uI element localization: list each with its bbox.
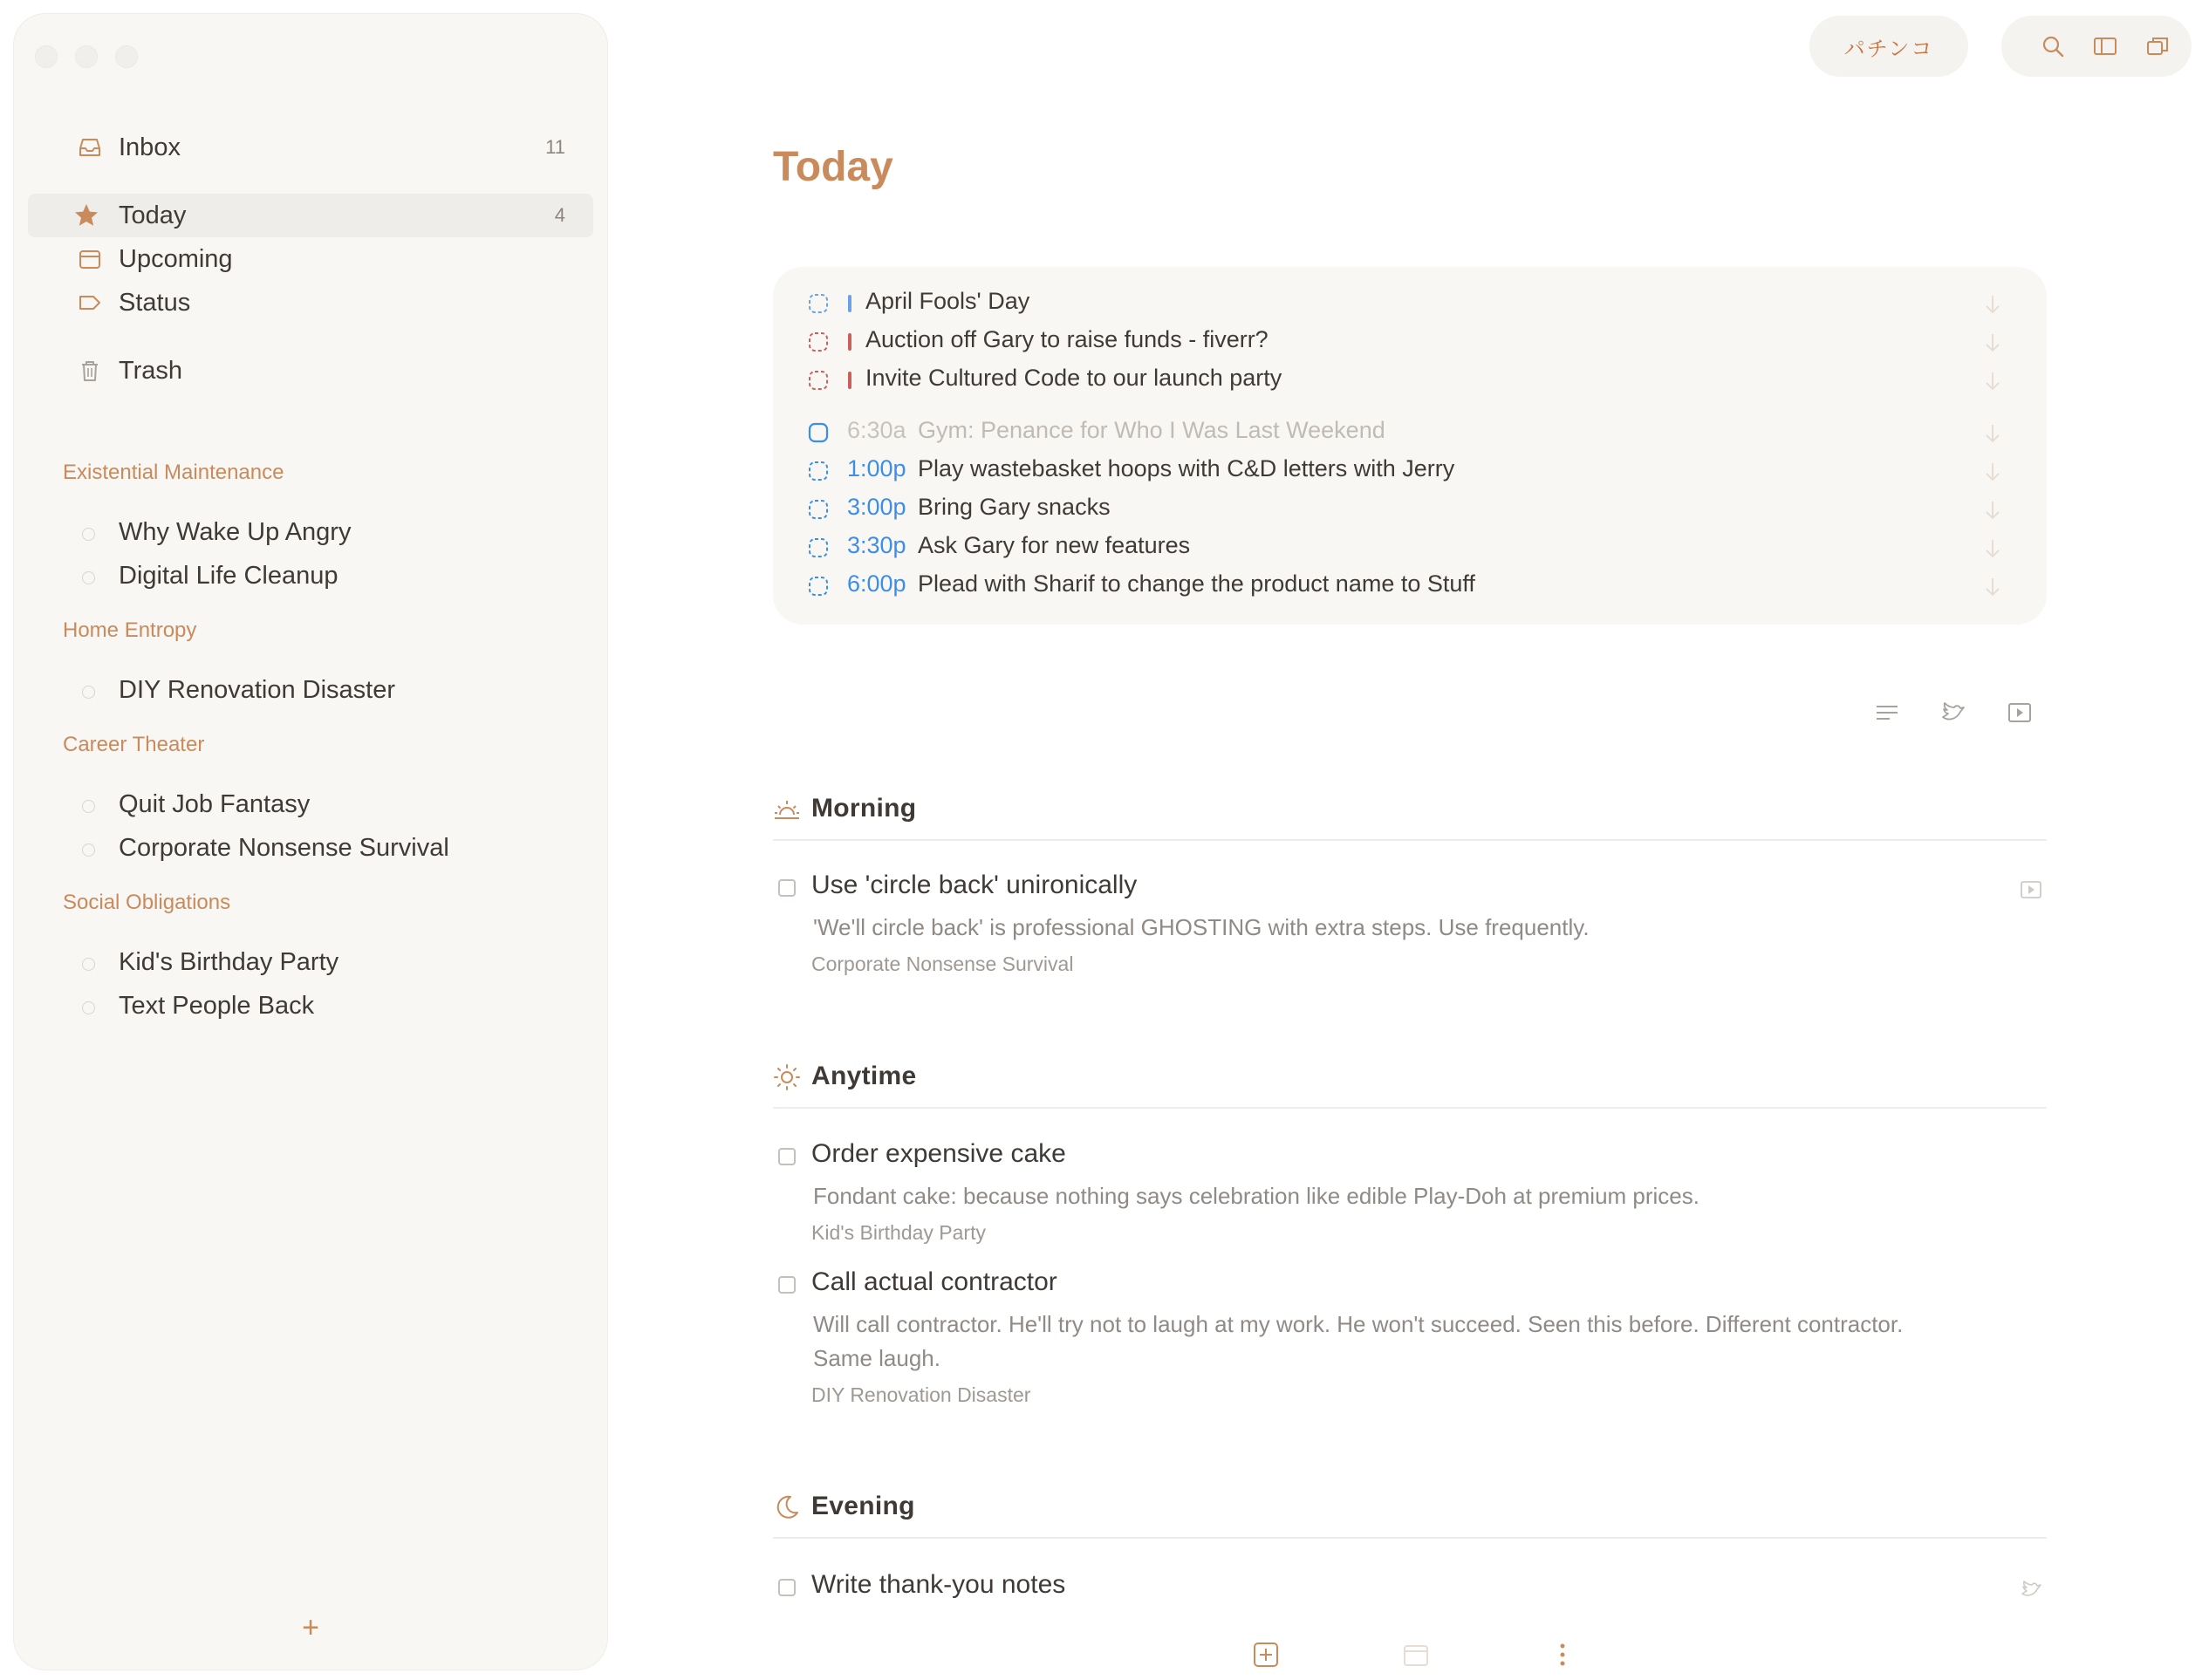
- calendar-icon: [77, 246, 103, 272]
- todo-title: Use 'circle back' unironically: [811, 871, 1138, 899]
- event-time: 6:30a: [847, 417, 906, 443]
- sidebar-item-label: Today: [119, 201, 187, 229]
- todo-notes: Same laugh.: [813, 1345, 940, 1371]
- inbox-count: 11: [545, 136, 565, 158]
- project-label: Quit Job Fantasy: [119, 790, 311, 818]
- todo-checkbox[interactable]: [778, 1579, 796, 1596]
- close-window-button[interactable]: [35, 45, 58, 68]
- sidebar-project-quit-job-fantasy[interactable]: [63, 785, 586, 825]
- schedule-icon[interactable]: [1401, 1640, 1431, 1670]
- project-label: Why Wake Up Angry: [119, 518, 352, 546]
- sidebar-item-inbox[interactable]: [28, 126, 593, 169]
- toolbar-pill: [2001, 16, 2192, 77]
- sidebar-item-status[interactable]: [28, 281, 593, 324]
- tag-filter-pill[interactable]: パチンコ: [1809, 16, 1968, 77]
- todo-notes: Will call contractor. He'll try not to laugh at my work. He won't succeed. Seen this before. Different contractor.: [813, 1311, 1904, 1337]
- sidebar-item-today[interactable]: [28, 194, 593, 237]
- arrow-down-icon[interactable]: [1982, 422, 2003, 445]
- todo-title: Write thank-you notes: [811, 1570, 1066, 1599]
- play-icon[interactable]: [2019, 878, 2043, 902]
- section-header-anytime: [773, 1055, 2047, 1109]
- todo-title: Order expensive cake: [811, 1139, 1066, 1168]
- calendar-color-bar: [848, 372, 851, 389]
- timed-event[interactable]: [808, 530, 2029, 565]
- event-checkbox-icon[interactable]: [808, 499, 829, 520]
- page-title: Today: [773, 144, 893, 190]
- timed-event[interactable]: [808, 454, 2029, 488]
- zoom-window-button[interactable]: [115, 45, 138, 68]
- sun-icon: [773, 1063, 801, 1091]
- todo-item[interactable]: [773, 871, 2047, 984]
- event-title: Plead with Sharif to change the product name to Stuff: [918, 570, 1475, 597]
- project-progress-icon: [82, 958, 95, 971]
- event-title: Gym: Penance for Who I Was Last Weekend: [918, 417, 1385, 443]
- window-icon[interactable]: [2144, 33, 2171, 59]
- arrow-down-icon[interactable]: [1982, 461, 2003, 483]
- event-time: 3:30p: [847, 532, 906, 558]
- project-progress-icon: [82, 686, 95, 699]
- event-title: Play wastebasket hoops with C&D letters with Jerry: [918, 455, 1455, 481]
- todo-project[interactable]: Corporate Nonsense Survival: [811, 953, 1074, 975]
- project-label: Corporate Nonsense Survival: [119, 834, 449, 862]
- sidebar-item-label: Status: [119, 288, 191, 317]
- area-heading[interactable]: Home Entropy: [63, 618, 197, 642]
- project-progress-icon: [82, 571, 95, 584]
- sidebar-project-text-people-back[interactable]: [63, 987, 586, 1027]
- calendar-events-box: [773, 267, 2047, 625]
- arrow-down-icon[interactable]: [1982, 331, 2003, 354]
- sidebar-item-label: Trash: [119, 356, 183, 385]
- todo-project[interactable]: Kid's Birthday Party: [811, 1221, 986, 1244]
- project-progress-icon: [82, 800, 95, 813]
- event-checkbox-icon[interactable]: [808, 370, 829, 391]
- arrow-down-icon[interactable]: [1982, 576, 2003, 598]
- todo-title: Call actual contractor: [811, 1267, 1057, 1296]
- todo-notes: Fondant cake: because nothing says celebration like edible Play-Doh at premium prices.: [813, 1183, 1699, 1209]
- sidebar-item-upcoming[interactable]: [28, 237, 593, 281]
- play-icon[interactable]: [2005, 698, 2034, 727]
- area-heading[interactable]: Existential Maintenance: [63, 461, 284, 484]
- event-checkbox-icon[interactable]: [808, 422, 829, 443]
- search-icon[interactable]: [2040, 33, 2066, 59]
- sidebar-item-label: Upcoming: [119, 244, 233, 273]
- todo-item[interactable]: [773, 1267, 2047, 1424]
- section-header-morning: [773, 787, 2047, 841]
- area-heading[interactable]: Social Obligations: [63, 891, 231, 914]
- event-time: 6:00p: [847, 570, 906, 597]
- project-label: Digital Life Cleanup: [119, 562, 339, 590]
- event-checkbox-icon[interactable]: [808, 293, 829, 314]
- new-list-button[interactable]: +: [302, 1611, 319, 1644]
- event-title: April Fools' Day: [865, 288, 1030, 314]
- sidebar-project-kids-birthday-party[interactable]: [63, 943, 586, 983]
- tag-icon: [77, 290, 103, 316]
- sidebar: [14, 14, 607, 1670]
- calendar-color-bar: [848, 295, 851, 312]
- event-time: 3:00p: [847, 494, 906, 520]
- timed-event[interactable]: [808, 569, 2029, 604]
- event-time: 1:00p: [847, 455, 906, 481]
- calendar-event[interactable]: [808, 363, 2029, 398]
- event-title: Invite Cultured Code to our launch party: [865, 365, 1282, 391]
- arrow-down-icon[interactable]: [1982, 537, 2003, 560]
- arrow-down-icon[interactable]: [1982, 499, 2003, 522]
- event-title: Auction off Gary to raise funds - fiverr?: [865, 326, 1269, 352]
- arrow-down-icon[interactable]: [1982, 293, 2003, 316]
- todo-checkbox[interactable]: [778, 1276, 796, 1294]
- section-header-evening: [773, 1485, 2047, 1539]
- calendar-color-bar: [848, 333, 851, 351]
- event-checkbox-icon[interactable]: [808, 537, 829, 558]
- moon-icon: [773, 1493, 801, 1521]
- timed-event[interactable]: [808, 492, 2029, 527]
- event-checkbox-icon[interactable]: [808, 331, 829, 352]
- sidebar-item-trash[interactable]: [28, 349, 593, 393]
- sidebar-project-digital-life-cleanup[interactable]: [63, 557, 586, 597]
- project-progress-icon: [82, 528, 95, 541]
- project-label: Text People Back: [119, 992, 315, 1020]
- inbox-icon: [77, 134, 103, 160]
- project-progress-icon: [82, 1001, 95, 1014]
- bird-icon[interactable]: [1939, 698, 1968, 727]
- project-progress-icon: [82, 843, 95, 857]
- calendar-event[interactable]: [808, 286, 2029, 321]
- trash-icon: [77, 358, 103, 384]
- today-count: 4: [554, 204, 565, 226]
- todo-checkbox[interactable]: [778, 1148, 796, 1165]
- section-title: Anytime: [811, 1062, 917, 1090]
- lines-icon[interactable]: [1872, 698, 1902, 727]
- event-checkbox-icon[interactable]: [808, 461, 829, 481]
- todo-item[interactable]: [773, 1570, 2047, 1610]
- event-title: Ask Gary for new features: [918, 532, 1191, 558]
- todo-item[interactable]: [773, 1139, 2047, 1253]
- minimize-window-button[interactable]: [75, 45, 98, 68]
- event-checkbox-icon[interactable]: [808, 576, 829, 597]
- arrow-down-icon[interactable]: [1982, 370, 2003, 393]
- sidebar-project-why-wake-up-angry[interactable]: [63, 513, 586, 553]
- star-icon: [73, 202, 99, 229]
- event-title: Bring Gary snacks: [918, 494, 1111, 520]
- calendar-event[interactable]: [808, 324, 2029, 359]
- new-todo-icon[interactable]: [1251, 1640, 1281, 1670]
- sidebar-project-diy-renovation-disaster[interactable]: [63, 671, 586, 711]
- section-title: Evening: [811, 1492, 915, 1520]
- project-label: Kid's Birthday Party: [119, 948, 339, 976]
- project-label: DIY Renovation Disaster: [119, 676, 396, 704]
- todo-notes: 'We'll circle back' is professional GHOSTING with extra steps. Use frequently.: [813, 914, 1590, 940]
- timed-event[interactable]: [808, 415, 2029, 450]
- bird-icon[interactable]: [2019, 1577, 2043, 1601]
- sidebar-item-label: Inbox: [119, 133, 181, 161]
- sidebar-icon[interactable]: [2092, 33, 2118, 59]
- sunrise-icon: [773, 796, 801, 823]
- more-icon[interactable]: [1548, 1640, 1577, 1670]
- area-heading[interactable]: Career Theater: [63, 733, 205, 756]
- todo-checkbox[interactable]: [778, 879, 796, 897]
- sidebar-project-corporate-nonsense-survival[interactable]: [63, 829, 586, 869]
- section-title: Morning: [811, 794, 917, 823]
- todo-project[interactable]: DIY Renovation Disaster: [811, 1383, 1031, 1406]
